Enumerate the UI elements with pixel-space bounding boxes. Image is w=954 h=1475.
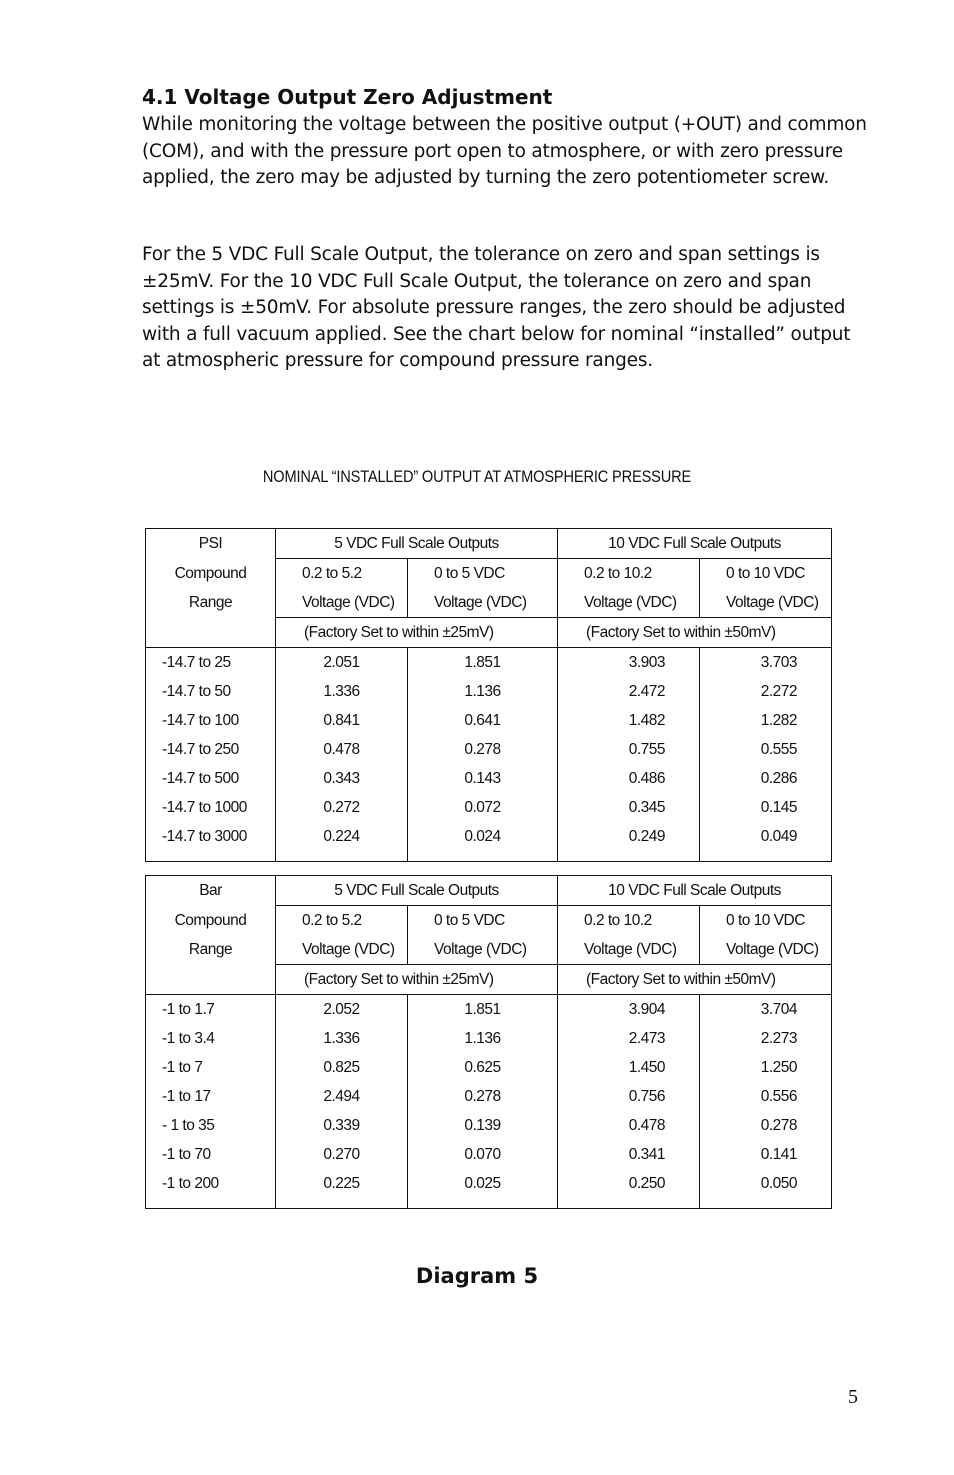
- bar-note-5vdc: (Factory Set to within ±25mV): [276, 965, 558, 995]
- bar-table-header: [146, 876, 832, 995]
- value-cell: 0.825: [276, 1053, 408, 1082]
- table-row: [146, 764, 832, 793]
- value-cell: 0.343: [276, 764, 408, 793]
- bar-range-label: Range: [188, 941, 233, 959]
- bar-compound-label: Compound: [174, 911, 247, 929]
- value-cell: 0.278: [700, 1111, 832, 1140]
- value-cell: 1.136: [408, 1024, 558, 1053]
- range-cell: -1 to 17: [162, 1088, 211, 1105]
- value-cell: 0.025: [408, 1169, 558, 1198]
- range-cell: -14.7 to 3000: [162, 828, 247, 845]
- bar-group-10vdc: 10 VDC Full Scale Outputs: [558, 876, 832, 906]
- psi-unit-label: PSI: [198, 535, 223, 553]
- psi-note-5vdc: (Factory Set to within ±25mV): [276, 618, 558, 648]
- value-cell: 0.049: [700, 822, 832, 851]
- value-cell: 2.051: [276, 648, 408, 678]
- value-cell: 0.141: [700, 1140, 832, 1169]
- value-cell: 0.143: [408, 764, 558, 793]
- psi-compound-label: Compound: [174, 564, 247, 582]
- bar-group-5vdc: 5 VDC Full Scale Outputs: [276, 876, 558, 906]
- value-cell: 0.555: [700, 735, 832, 764]
- bar-col-4-unit: Voltage (VDC): [700, 935, 832, 965]
- value-cell: 0.556: [700, 1082, 832, 1111]
- table-row: [146, 995, 832, 1025]
- bar-unit-label: Bar: [199, 882, 222, 900]
- psi-col-4-head: 0 to 10 VDC: [700, 559, 832, 589]
- range-cell: - 1 to 35: [162, 1117, 215, 1134]
- value-cell: 0.070: [408, 1140, 558, 1169]
- range-cell: -1 to 1.7: [162, 1001, 215, 1018]
- bar-note-10vdc: (Factory Set to within ±50mV): [558, 965, 832, 995]
- value-cell: 2.052: [276, 995, 408, 1025]
- table-row: [146, 735, 832, 764]
- intro-paragraph: While monitoring the voltage between the positive output (+OUT) and common (COM), and with the pressure port open to atmosphere, or with zero pressure applied, the zero may be adjusted by turning the zero potentiometer screw.: [142, 114, 867, 188]
- value-cell: 0.286: [700, 764, 832, 793]
- value-cell: 1.851: [408, 995, 558, 1025]
- value-cell: 1.482: [558, 706, 700, 735]
- page-number: 5: [848, 1386, 858, 1408]
- psi-col-1-unit: Voltage (VDC): [276, 588, 408, 618]
- bar-col-3-unit: Voltage (VDC): [558, 935, 700, 965]
- bar-col-4-head: 0 to 10 VDC: [700, 906, 832, 936]
- psi-group-10vdc: 10 VDC Full Scale Outputs: [558, 529, 832, 559]
- bar-col-2-head: 0 to 5 VDC: [408, 906, 558, 936]
- range-cell: -14.7 to 25: [162, 654, 231, 671]
- psi-range-label: Range: [188, 594, 233, 612]
- value-cell: 0.478: [558, 1111, 700, 1140]
- range-cell: -14.7 to 100: [162, 712, 239, 729]
- table-row: [146, 1140, 832, 1169]
- value-cell: 1.282: [700, 706, 832, 735]
- value-cell: 0.050: [700, 1169, 832, 1198]
- range-cell: -1 to 3.4: [162, 1030, 215, 1047]
- table-title: NOMINAL “INSTALLED” OUTPUT AT ATMOSPHERIC PRESSURE: [262, 467, 692, 486]
- psi-col-4-unit: Voltage (VDC): [700, 588, 832, 618]
- psi-note-10vdc: (Factory Set to within ±50mV): [558, 618, 832, 648]
- bar-col-2-unit: Voltage (VDC): [408, 935, 558, 965]
- value-cell: 0.641: [408, 706, 558, 735]
- range-cell: -1 to 7: [162, 1059, 203, 1076]
- value-cell: 1.336: [276, 677, 408, 706]
- table-row: [146, 793, 832, 822]
- table-row: [146, 677, 832, 706]
- value-cell: 1.136: [408, 677, 558, 706]
- value-cell: 3.903: [558, 648, 700, 678]
- value-cell: 0.278: [408, 1082, 558, 1111]
- value-cell: 0.625: [408, 1053, 558, 1082]
- bar-col-3-head: 0.2 to 10.2: [558, 906, 700, 936]
- range-cell: -14.7 to 500: [162, 770, 239, 787]
- table-row: [146, 1082, 832, 1111]
- value-cell: 2.472: [558, 677, 700, 706]
- table-bottom-padding: [146, 1198, 832, 1209]
- psi-note-spacer: [146, 618, 276, 648]
- value-cell: 0.224: [276, 822, 408, 851]
- psi-col-3-unit: Voltage (VDC): [558, 588, 700, 618]
- value-cell: 1.250: [700, 1053, 832, 1082]
- bar-col-1-head: 0.2 to 5.2: [276, 906, 408, 936]
- value-cell: 1.851: [408, 648, 558, 678]
- value-cell: 0.145: [700, 793, 832, 822]
- psi-table-header: [146, 529, 832, 648]
- table-row: [146, 648, 832, 678]
- value-cell: 0.345: [558, 793, 700, 822]
- bar-output-table: [145, 875, 832, 1209]
- value-cell: 0.250: [558, 1169, 700, 1198]
- psi-col-2-unit: Voltage (VDC): [408, 588, 558, 618]
- value-cell: 0.139: [408, 1111, 558, 1140]
- psi-output-table: [145, 528, 832, 862]
- psi-col-2-head: 0 to 5 VDC: [408, 559, 558, 589]
- range-cell: -1 to 200: [162, 1175, 219, 1192]
- range-cell: -14.7 to 50: [162, 683, 231, 700]
- psi-table-body: [146, 648, 832, 862]
- value-cell: 3.904: [558, 995, 700, 1025]
- value-cell: 3.704: [700, 995, 832, 1025]
- psi-col-1-head: 0.2 to 5.2: [276, 559, 408, 589]
- value-cell: 3.703: [700, 648, 832, 678]
- table-row: [146, 1053, 832, 1082]
- tolerance-paragraph: For the 5 VDC Full Scale Output, the tolerance on zero and span settings is ±25mV. For the 10 VDC Full Scale Output, the tolerance on zero and span settings is ±50mV. For absolute pressure ranges, the zero should be adjusted with a full vacuum applied. See the chart below for nominal “installed” output at atmospheric pressure for compound pressure ranges.: [142, 244, 851, 371]
- psi-col-3-head: 0.2 to 10.2: [558, 559, 700, 589]
- value-cell: 0.225: [276, 1169, 408, 1198]
- value-cell: 1.450: [558, 1053, 700, 1082]
- range-cell: -14.7 to 1000: [162, 799, 247, 816]
- range-cell: -14.7 to 250: [162, 741, 239, 758]
- range-cell: -1 to 70: [162, 1146, 211, 1163]
- psi-group-5vdc: 5 VDC Full Scale Outputs: [276, 529, 558, 559]
- diagram-caption: Diagram 5: [415, 1264, 539, 1288]
- value-cell: 0.272: [276, 793, 408, 822]
- value-cell: 0.486: [558, 764, 700, 793]
- bar-note-spacer: [146, 965, 276, 995]
- table-row: [146, 706, 832, 735]
- value-cell: 0.756: [558, 1082, 700, 1111]
- value-cell: 0.072: [408, 793, 558, 822]
- table-row: [146, 822, 832, 851]
- value-cell: 2.272: [700, 677, 832, 706]
- value-cell: 0.841: [276, 706, 408, 735]
- value-cell: 0.278: [408, 735, 558, 764]
- bar-col-1-unit: Voltage (VDC): [276, 935, 408, 965]
- value-cell: 0.341: [558, 1140, 700, 1169]
- value-cell: 2.473: [558, 1024, 700, 1053]
- value-cell: 0.024: [408, 822, 558, 851]
- value-cell: 0.755: [558, 735, 700, 764]
- value-cell: 1.336: [276, 1024, 408, 1053]
- value-cell: 0.249: [558, 822, 700, 851]
- table-bottom-padding: [146, 851, 832, 862]
- bar-table-body: [146, 995, 832, 1209]
- value-cell: 0.478: [276, 735, 408, 764]
- section-heading: 4.1 Voltage Output Zero Adjustment: [142, 85, 553, 109]
- table-row: [146, 1169, 832, 1198]
- value-cell: 0.270: [276, 1140, 408, 1169]
- value-cell: 0.339: [276, 1111, 408, 1140]
- value-cell: 2.494: [276, 1082, 408, 1111]
- table-row: [146, 1111, 832, 1140]
- table-row: [146, 1024, 832, 1053]
- value-cell: 2.273: [700, 1024, 832, 1053]
